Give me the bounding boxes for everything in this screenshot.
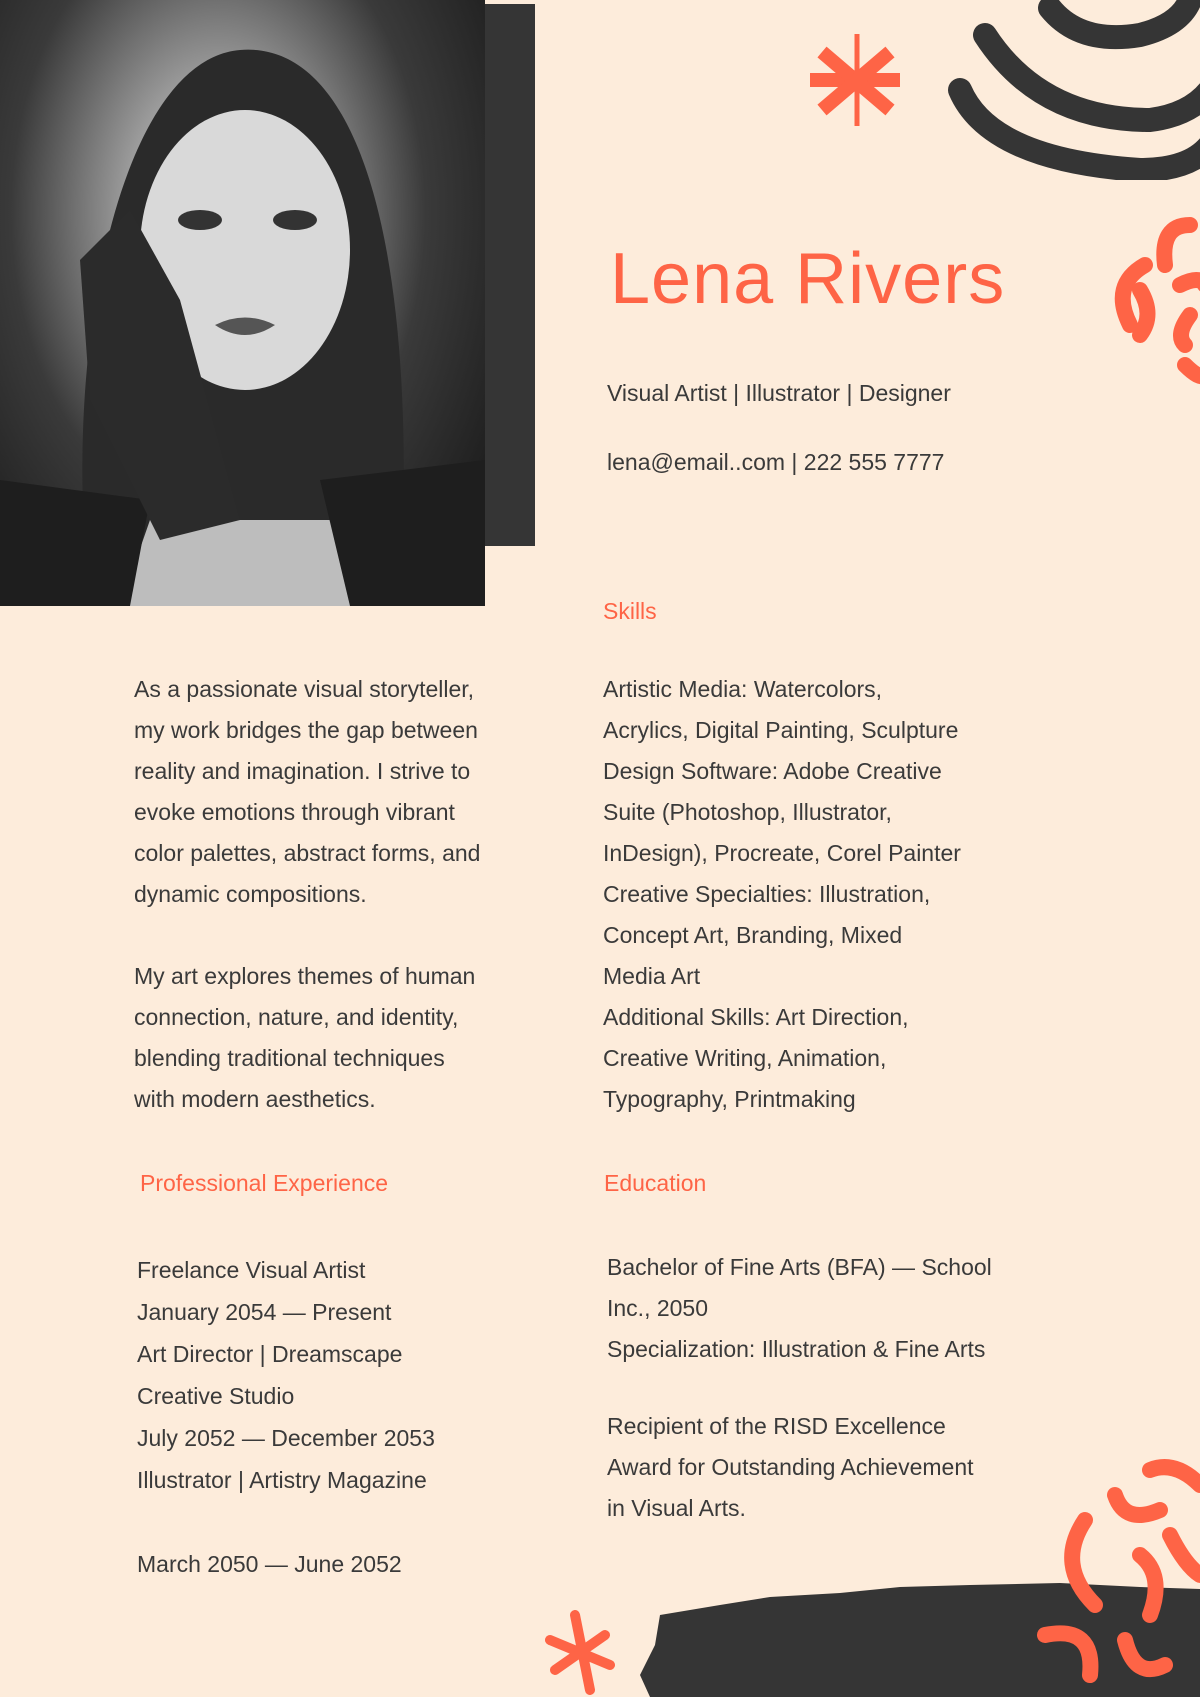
experience-line: Freelance Visual Artist [137, 1257, 366, 1283]
skill-line: Creative Specialties: Illustration, [603, 881, 931, 907]
portrait-photo [0, 0, 485, 606]
experience-line: Art Director | Dreamscape [137, 1341, 403, 1367]
about-section [134, 669, 480, 1120]
squiggle-decoration-icon [1035, 1455, 1200, 1685]
award-line: Recipient of the RISD Excellence [607, 1413, 946, 1439]
about-line: with modern aesthetics. [134, 1086, 376, 1112]
about-line: evoke emotions through vibrant [134, 799, 455, 825]
education-line: Bachelor of Fine Arts (BFA) — School [607, 1254, 992, 1280]
about-line: dynamic compositions. [134, 881, 367, 907]
education-line: Inc., 2050 [607, 1295, 709, 1321]
skills-heading: Skills [603, 598, 657, 624]
about-line: connection, nature, and identity, [134, 1004, 459, 1030]
about-line: color palettes, abstract forms, and [134, 840, 481, 866]
skill-line: Additional Skills: Art Direction, [603, 1004, 909, 1030]
skill-line: Acrylics, Digital Painting, Sculpture [603, 717, 959, 743]
skill-line: InDesign), Procreate, Corel Painter [603, 840, 961, 866]
asterisk-decoration-icon [545, 1610, 620, 1695]
skill-line: Concept Art, Branding, Mixed [603, 922, 903, 948]
experience-heading: Professional Experience [140, 1170, 389, 1196]
skill-line: Media Art [603, 963, 701, 989]
education-heading: Education [604, 1170, 707, 1196]
full-name: Lena Rivers [610, 239, 1006, 319]
skill-line: Artistic Media: Watercolors, [603, 676, 883, 702]
education-line: Specialization: Illustration & Fine Arts [607, 1336, 986, 1362]
award-line: Award for Outstanding Achievement [607, 1454, 974, 1480]
skill-line: Suite (Photoshop, Illustrator, [603, 799, 892, 825]
education-list [607, 1247, 992, 1529]
arcs-decoration-icon [940, 0, 1200, 180]
asterisk-decoration-icon [800, 30, 910, 130]
experience-line: Creative Studio [137, 1383, 295, 1409]
skill-line: Design Software: Adobe Creative [603, 758, 942, 784]
experience-line: Illustrator | Artistry Magazine [137, 1467, 427, 1493]
squiggle-decoration-icon [1105, 205, 1200, 385]
experience-line: January 2054 — Present [137, 1299, 392, 1325]
experience-list [137, 1249, 435, 1585]
experience-line: March 2050 — June 2052 [137, 1551, 402, 1577]
about-line: my work bridges the gap between [134, 717, 478, 743]
skills-list [603, 669, 961, 1120]
roles: Visual Artist | Illustrator | Designer [607, 380, 951, 406]
about-line: As a passionate visual storyteller, [134, 676, 475, 702]
experience-line: July 2052 — December 2053 [137, 1425, 435, 1451]
skill-line: Creative Writing, Animation, [603, 1045, 887, 1071]
contact-info: lena@email..com | 222 555 7777 [607, 449, 945, 475]
about-line: blending traditional techniques [134, 1045, 445, 1071]
about-line: reality and imagination. I strive to [134, 758, 471, 784]
skill-line: Typography, Printmaking [603, 1086, 856, 1112]
about-line: My art explores themes of human [134, 963, 476, 989]
award-line: in Visual Arts. [607, 1495, 746, 1521]
